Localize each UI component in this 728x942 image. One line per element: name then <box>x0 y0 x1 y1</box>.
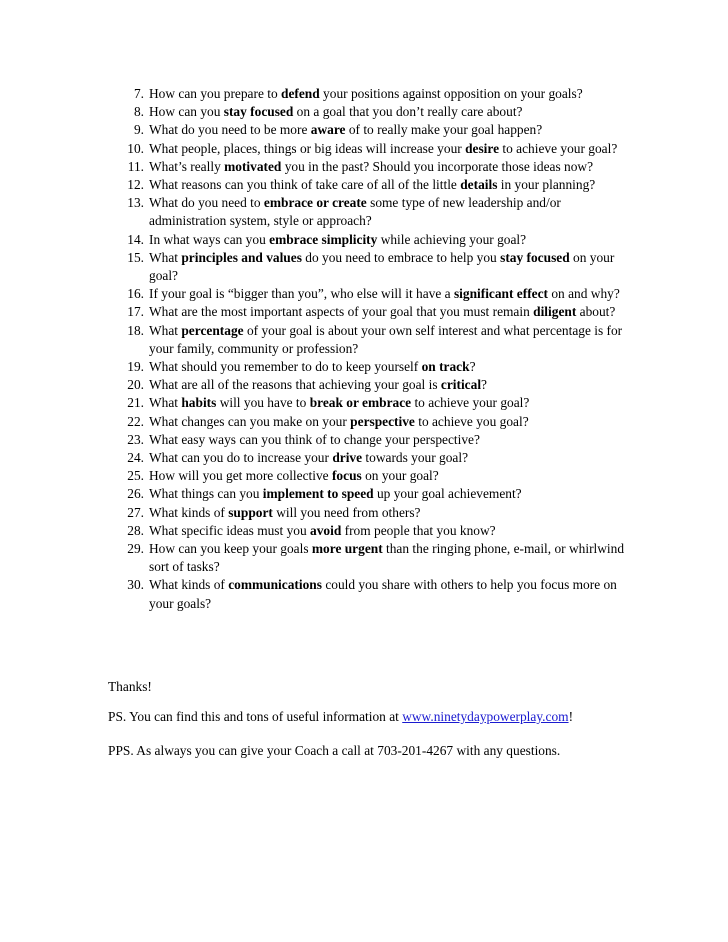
question-number: 14. <box>127 231 144 247</box>
question-text: while achieving your goal? <box>377 231 527 247</box>
question-text: How can you keep your goals <box>149 541 312 557</box>
question-number: 11. <box>127 158 144 174</box>
question-text: What specific ideas must you <box>149 522 311 538</box>
question-text: will you need from others? <box>272 504 421 520</box>
question-keyword: defend <box>281 86 320 101</box>
question-item <box>105 85 625 103</box>
question-item <box>105 158 625 176</box>
question-keyword: desire <box>465 140 500 156</box>
question-keyword: habits <box>181 395 217 411</box>
question-item <box>105 467 625 485</box>
question-text: to achieve you goal? <box>414 413 529 429</box>
question-keyword: embrace simplicity <box>269 231 378 247</box>
question-number: 20. <box>127 377 144 393</box>
question-text: What things can you <box>149 486 263 502</box>
question-keyword: aware <box>310 122 346 138</box>
question-item <box>105 540 625 576</box>
question-item <box>105 576 625 612</box>
question-number: 16. <box>127 286 144 302</box>
question-keyword: percentage <box>181 322 244 338</box>
question-text: about? <box>576 304 616 320</box>
question-text: What people, places, things or big ideas will increase your <box>149 140 466 156</box>
question-keyword: communications <box>228 577 322 593</box>
question-item <box>105 249 625 285</box>
question-number: 8. <box>133 104 144 120</box>
question-keyword: motivated <box>224 158 282 174</box>
question-item <box>105 176 625 194</box>
question-text: What do you need to be more <box>149 122 311 138</box>
question-keyword: drive <box>332 450 363 466</box>
question-text: What easy ways can you think of to change your perspective? <box>149 431 480 447</box>
question-keyword: break or embrace <box>309 395 412 411</box>
question-keyword: avoid <box>310 522 342 538</box>
question-number: 13. <box>127 195 144 211</box>
question-item <box>105 394 625 412</box>
question-keyword: significant effect <box>453 286 549 302</box>
question-keyword: critical <box>440 377 482 393</box>
question-text: ? <box>469 359 476 375</box>
question-text: What reasons can you think of take care of all of the little <box>149 177 461 193</box>
question-text: will you have to <box>216 395 310 411</box>
website-link[interactable]: www.ninetydaypowerplay.com <box>402 709 569 724</box>
question-text: What are the most important aspects of your goal that you must remain <box>149 304 534 320</box>
question-text: What changes can you make on your <box>149 413 351 429</box>
question-text: towards your goal? <box>362 450 469 466</box>
question-number: 25. <box>127 468 144 484</box>
question-text: How will you get more collective <box>149 468 332 484</box>
question-item <box>105 358 625 376</box>
question-text: What are all of the reasons that achieving your goal is <box>149 377 441 393</box>
question-keyword: embrace or create <box>263 195 367 211</box>
question-item <box>105 522 625 540</box>
question-item <box>105 376 625 394</box>
question-text: In what ways can you <box>149 231 270 247</box>
question-text: What <box>149 395 182 411</box>
question-number: 22. <box>127 413 144 429</box>
question-text: your positions against opposition on your goals? <box>319 86 583 101</box>
question-number: 21. <box>127 395 144 411</box>
question-text: ? <box>481 377 487 393</box>
ps-text: PS. You can find this and tons of useful information at <box>108 709 403 724</box>
question-text: some type of new leadership and/or administration system, style or approach? <box>149 195 561 229</box>
thanks-line: Thanks! <box>108 679 152 694</box>
question-text: How can you <box>149 104 224 120</box>
question-text: What kinds of <box>149 504 229 520</box>
question-keyword: support <box>228 504 273 520</box>
question-text: you in the past? Should you incorporate those ideas now? <box>281 158 594 174</box>
question-text: What <box>149 249 182 265</box>
question-text: of to really make your goal happen? <box>345 122 543 138</box>
question-number: 17. <box>127 304 144 320</box>
question-number: 24. <box>127 450 144 466</box>
question-keyword: on track <box>421 359 470 375</box>
question-text: to achieve your goal? <box>499 140 618 156</box>
question-item <box>105 431 625 449</box>
question-keyword: details <box>460 177 498 193</box>
question-keyword: perspective <box>350 413 415 429</box>
question-number: 10. <box>127 140 144 156</box>
question-text: If your goal is “bigger than you”, who else will it have a <box>149 286 454 302</box>
question-item <box>105 303 625 321</box>
question-text: on your goal? <box>361 468 439 484</box>
question-text: What can you do to increase your <box>149 450 333 466</box>
question-number: 12. <box>127 177 144 193</box>
question-keyword: focus <box>331 468 362 484</box>
question-text: do you need to embrace to help you <box>301 249 501 265</box>
question-item <box>105 413 625 431</box>
question-text: What should you remember to do to keep yourself <box>149 359 422 375</box>
question-keyword: stay focused <box>500 249 570 265</box>
question-number: 7. <box>133 86 144 101</box>
question-number: 27. <box>127 504 144 520</box>
question-number: 23. <box>127 431 144 447</box>
question-text: What <box>149 322 182 338</box>
question-keyword: implement to speed <box>262 486 374 502</box>
question-number: 18. <box>127 322 144 338</box>
question-text: in your planning? <box>497 177 596 193</box>
question-text: up your goal achievement? <box>373 486 522 502</box>
question-item <box>105 231 625 249</box>
question-keyword: stay focused <box>223 104 294 120</box>
ps-exclamation: ! <box>568 709 574 724</box>
question-item <box>105 194 625 230</box>
question-text: on your goal? <box>149 249 615 284</box>
question-text: than the ringing phone, e-mail, or whirlwind sort of tasks? <box>149 541 625 575</box>
question-item <box>105 103 625 121</box>
question-text: How can you prepare to <box>149 86 281 101</box>
question-keyword: more urgent <box>311 541 383 557</box>
question-text: to achieve your goal? <box>411 395 530 411</box>
question-number: 19. <box>127 359 144 375</box>
question-number: 29. <box>127 541 144 557</box>
question-item <box>105 449 625 467</box>
question-item <box>105 121 625 139</box>
question-number: 26. <box>127 486 144 502</box>
question-number: 28. <box>127 522 144 538</box>
question-text: on a goal that you don’t really care about? <box>293 104 523 120</box>
question-number: 15. <box>127 249 144 265</box>
question-keyword: principles and values <box>181 249 302 265</box>
question-text: of your goal is about your own self interest and what percentage is for your family, community or profession? <box>149 322 623 356</box>
question-number: 30. <box>127 577 144 593</box>
question-text: What kinds of <box>149 577 229 593</box>
question-item <box>105 504 625 522</box>
ps-line <box>108 708 573 726</box>
question-item <box>105 285 625 303</box>
pps-line: PPS. As always you can give your Coach a call at 703-201-4267 with any questions. <box>108 743 561 758</box>
question-item <box>105 322 625 358</box>
question-text: from people that you know? <box>341 522 496 538</box>
question-item <box>105 485 625 503</box>
question-text: on and why? <box>548 286 620 302</box>
question-item <box>105 140 625 158</box>
question-text: What do you need to <box>149 195 264 211</box>
question-number: 9. <box>133 122 144 138</box>
question-text: What’s really <box>149 158 225 174</box>
question-keyword: diligent <box>533 304 577 320</box>
question-text: could you share with others to help you focus more on your goals? <box>149 577 617 611</box>
question-list <box>105 85 625 613</box>
